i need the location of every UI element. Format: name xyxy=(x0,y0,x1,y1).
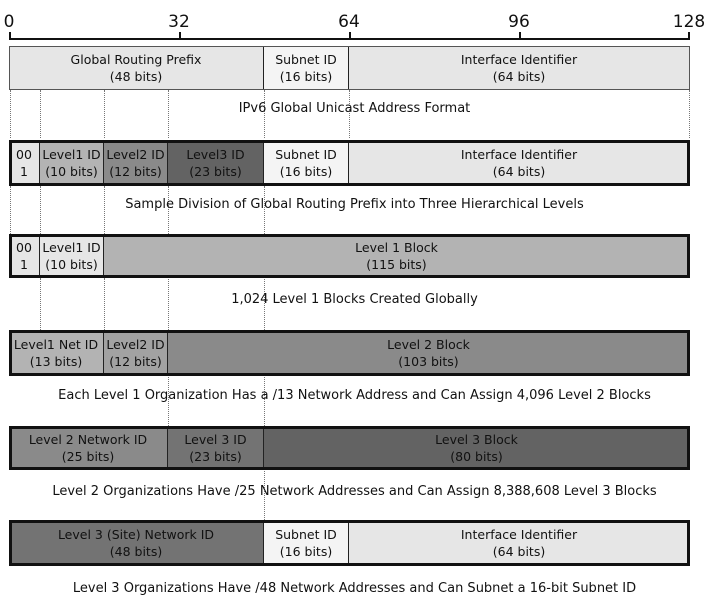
level1-id-field xyxy=(40,140,104,186)
tick-mark xyxy=(9,32,11,40)
format-prefix-field xyxy=(9,140,40,186)
field-label: Subnet ID xyxy=(275,147,337,162)
subnet-id-field xyxy=(264,140,349,186)
field-label: Interface Identifier xyxy=(460,52,578,67)
interface-identifier-field xyxy=(349,520,690,566)
level2-block-row xyxy=(9,330,690,376)
level3-block-field xyxy=(264,426,690,470)
caption-level3-blocks: Level 2 Organizations Have /25 Network Addresses and Can Assign 8,388,608 Level 3 Blocks xyxy=(52,484,657,499)
level2-block-field xyxy=(168,330,690,376)
field-label: Level 3 ID xyxy=(184,432,247,447)
tick-label-96: 96 xyxy=(508,12,530,32)
field-bits: (10 bits) xyxy=(45,257,98,272)
level3-id-field xyxy=(168,426,264,470)
level1-block-row xyxy=(9,234,690,278)
field-bits: (64 bits) xyxy=(492,544,546,559)
tick-mark xyxy=(349,32,351,40)
field-label: Level1 ID xyxy=(42,147,101,162)
interface-identifier-field xyxy=(349,46,690,90)
field-bits: (48 bits) xyxy=(109,544,163,559)
address-format-row xyxy=(9,46,690,90)
tick-mark xyxy=(519,32,521,40)
tick-label-64: 64 xyxy=(338,12,360,32)
level3-site-row xyxy=(9,520,690,566)
field-label: 00 xyxy=(16,240,32,255)
field-label: Level1 ID xyxy=(42,240,101,255)
field-label: 1 xyxy=(20,257,28,272)
hierarchical-division-row xyxy=(9,140,690,186)
field-label: Level 2 Block xyxy=(387,337,470,352)
subnet-id-field xyxy=(264,46,349,90)
field-label: Subnet ID xyxy=(275,527,337,542)
global-routing-prefix-field xyxy=(9,46,264,90)
level3-id-field xyxy=(168,140,264,186)
level2-network-id-field xyxy=(9,426,168,470)
subnet-id-field xyxy=(264,520,349,566)
field-label: Interface Identifier xyxy=(460,147,578,162)
interface-identifier-field xyxy=(349,140,690,186)
field-bits: (13 bits) xyxy=(29,354,83,369)
tick-label-128: 128 xyxy=(672,12,706,32)
field-label: Interface Identifier xyxy=(460,527,578,542)
field-bits: (64 bits) xyxy=(492,164,546,179)
tick-mark xyxy=(688,32,690,40)
field-label: Level2 ID xyxy=(106,147,165,162)
field-bits: (25 bits) xyxy=(61,449,115,464)
tick-mark xyxy=(179,32,181,40)
level3-site-network-id-field xyxy=(9,520,264,566)
field-label: Level3 ID xyxy=(186,147,245,162)
field-bits: (48 bits) xyxy=(109,69,163,84)
field-bits: (64 bits) xyxy=(492,69,546,84)
caption-hierarchical-division: Sample Division of Global Routing Prefix into Three Hierarchical Levels xyxy=(125,197,584,212)
field-bits: (12 bits) xyxy=(109,354,162,369)
field-bits: (10 bits) xyxy=(45,164,98,179)
field-bits: (23 bits) xyxy=(189,164,242,179)
field-label: 1 xyxy=(20,164,28,179)
bit-scale xyxy=(0,0,709,40)
field-bits: (103 bits) xyxy=(398,354,459,369)
field-label: 00 xyxy=(16,147,32,162)
level1-net-id-field xyxy=(9,330,104,376)
field-bits: (115 bits) xyxy=(366,257,427,272)
level2-id-field xyxy=(104,330,168,376)
field-bits: (12 bits) xyxy=(109,164,162,179)
field-label: Level2 ID xyxy=(106,337,165,352)
field-bits: (23 bits) xyxy=(189,449,242,464)
caption-level2-blocks: Each Level 1 Organization Has a /13 Network Address and Can Assign 4,096 Level 2 Blocks xyxy=(58,388,651,403)
field-label: Level 1 Block xyxy=(355,240,438,255)
level3-block-row xyxy=(9,426,690,470)
caption-level1-blocks: 1,024 Level 1 Blocks Created Globally xyxy=(231,292,478,307)
field-label: Level 3 (Site) Network ID xyxy=(57,527,215,542)
field-label: Level1 Net ID xyxy=(13,337,99,352)
tick-label-0: 0 xyxy=(3,12,15,32)
caption-level3-site: Level 3 Organizations Have /48 Network Addresses and Can Subnet a 16-bit Subnet ID xyxy=(72,581,637,596)
level1-block-field xyxy=(104,234,690,278)
level2-id-field xyxy=(104,140,168,186)
field-bits: (16 bits) xyxy=(279,69,333,84)
field-label: Global Routing Prefix xyxy=(70,52,202,67)
field-label: Level 2 Network ID xyxy=(28,432,148,447)
level1-id-field xyxy=(40,234,104,278)
format-prefix-field xyxy=(9,234,40,278)
field-bits: (16 bits) xyxy=(279,544,333,559)
field-label: Subnet ID xyxy=(275,52,337,67)
field-bits: (80 bits) xyxy=(450,449,503,464)
tick-label-32: 32 xyxy=(168,12,190,32)
field-bits: (16 bits) xyxy=(279,164,333,179)
field-label: Level 3 Block xyxy=(435,432,518,447)
caption-address-format: IPv6 Global Unicast Address Format xyxy=(238,101,471,116)
